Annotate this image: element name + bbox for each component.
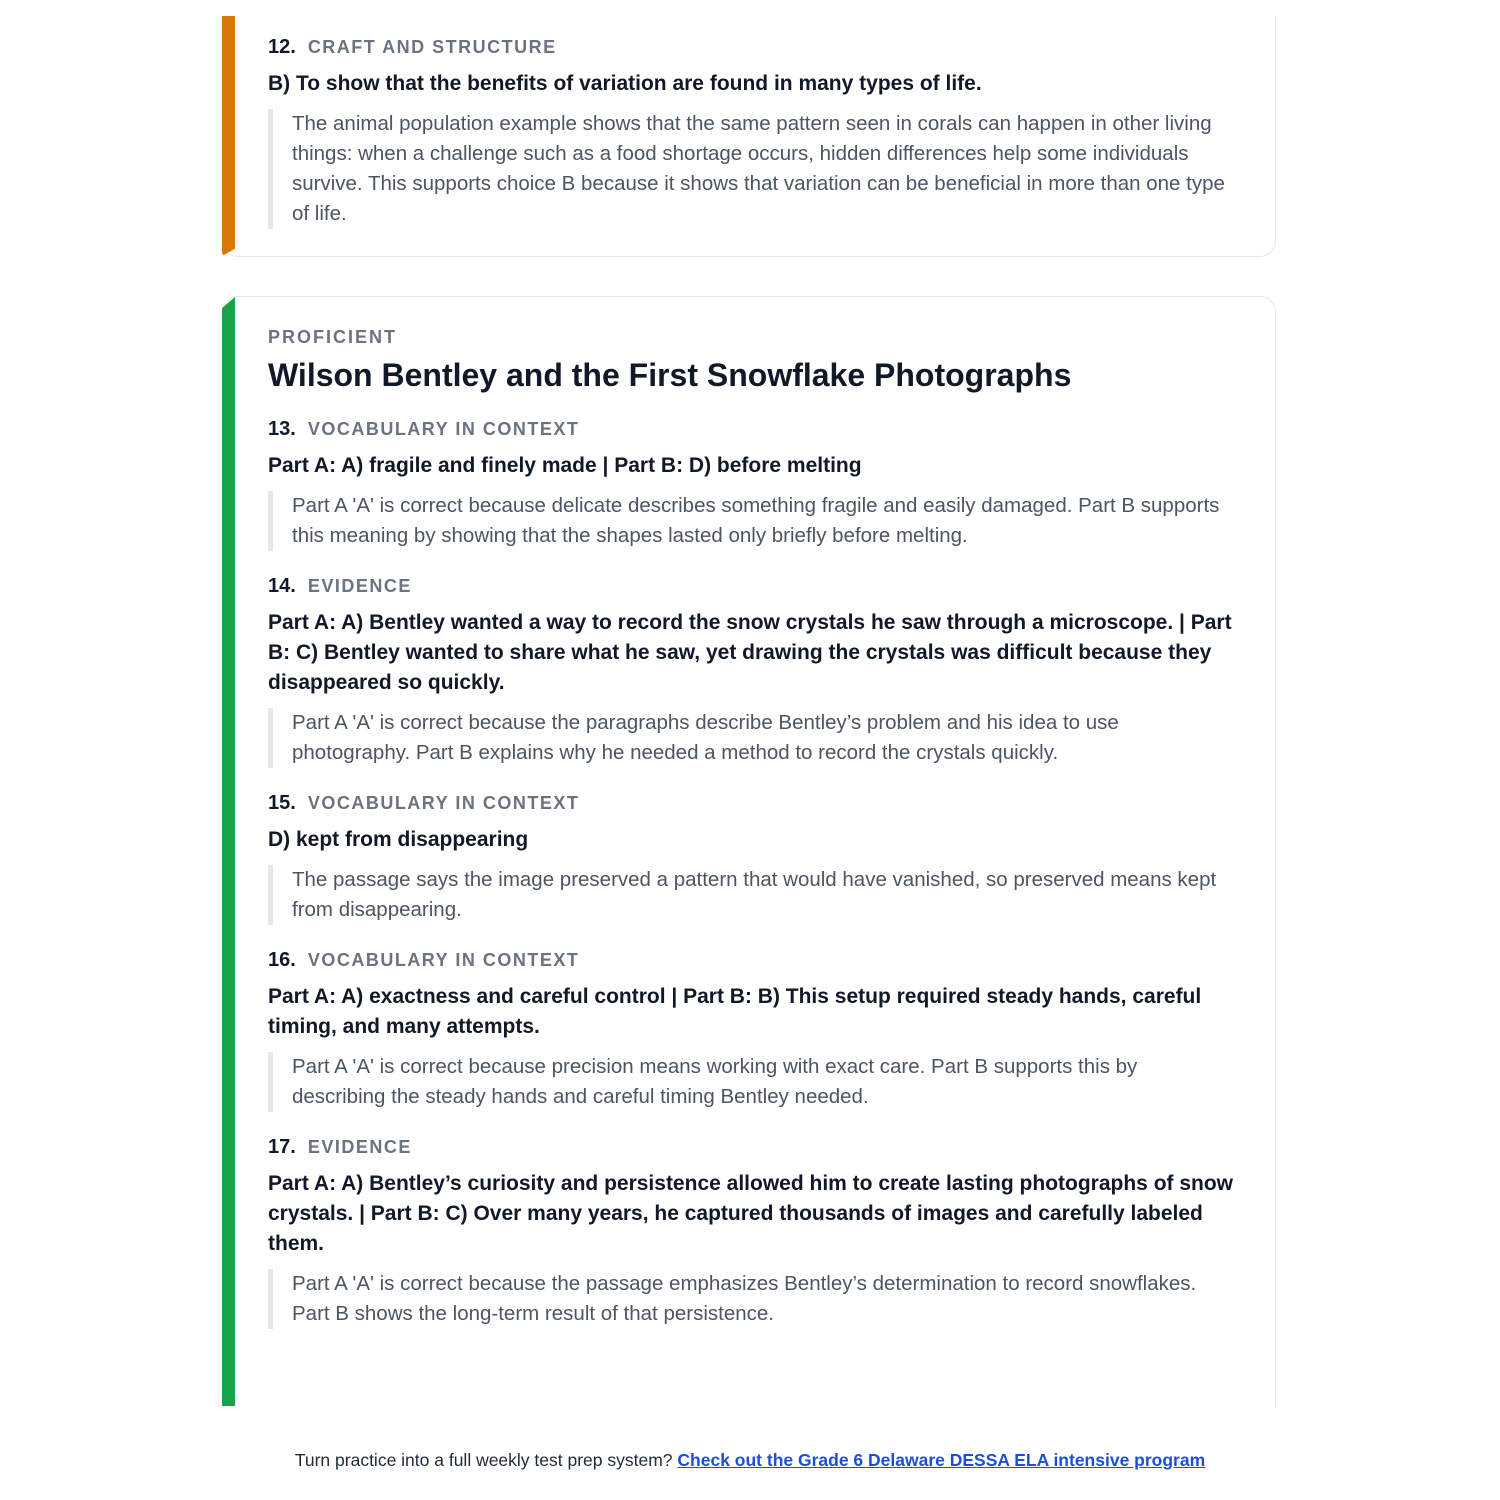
question-category: CRAFT AND STRUCTURE <box>307 37 557 57</box>
question-answer: Part A: A) Bentley’s curiosity and persistence allowed him to create lasting photographs of snow crystals. | Part B: C) Over many years, he captured thousands of images and carefully labeled them. <box>268 1172 1234 1256</box>
question-category: EVIDENCE <box>307 576 412 597</box>
question-number: 14. <box>268 575 296 598</box>
question-17 <box>268 1136 1235 1329</box>
question-12 <box>268 36 1235 229</box>
program-link[interactable]: Check out the Grade 6 Delaware DESSA ELA intensive program <box>677 1450 1206 1470</box>
question-number: 16. <box>268 949 296 972</box>
question-category: VOCABULARY IN CONTEXT <box>307 793 580 814</box>
answer-card-craft-structure <box>222 16 1276 257</box>
question-category: VOCABULARY IN CONTEXT <box>307 950 580 971</box>
question-number: 13. <box>268 418 296 441</box>
question-number: 12. <box>268 36 296 58</box>
question-number: 17. <box>268 1136 296 1159</box>
question-explanation: Part A 'A' is correct because the paragraphs describe Bentley’s problem and his idea to use photography. Part B explains why he needed a method to record the crystals quickly. <box>268 708 1235 768</box>
question-explanation: The animal population example shows that the same pattern seen in corals can happen in other living things: when a challenge such as a food shortage occurs, hidden differences help some individuals survive. This supports choice B because it shows that variation can be beneficial in more than one type of life. <box>268 109 1235 229</box>
card-accent-bar <box>222 16 235 256</box>
footer-promo <box>0 1450 1500 1471</box>
question-explanation: Part A 'A' is correct because delicate describes something fragile and easily damaged. Part B supports this meaning by showing that the shapes lasted only briefly before melting. <box>268 491 1235 551</box>
question-answer: Part A: A) exactness and careful control | Part B: B) This setup required steady hands, careful timing, and many attempts. <box>268 985 1202 1039</box>
question-answer: B) To show that the benefits of variation are found in many types of life. <box>268 72 982 95</box>
passage-title: Wilson Bentley and the First Snowflake Photographs <box>268 357 1072 393</box>
question-15 <box>268 792 1235 925</box>
question-16 <box>268 949 1235 1112</box>
question-answer: D) kept from disappearing <box>268 828 529 852</box>
question-14 <box>268 575 1235 768</box>
card-accent-bar <box>222 297 235 1406</box>
question-number: 15. <box>268 792 296 815</box>
question-answer: Part A: A) Bentley wanted a way to record the snow crystals he saw through a microscope. | Part B: C) Bentley wanted to share what he saw, yet drawing the crystals was difficult because they disappeared so quickly. <box>268 611 1232 695</box>
level-label: PROFICIENT <box>268 327 398 347</box>
question-explanation: Part A 'A' is correct because precision means working with exact care. Part B supports this by describing the steady hands and careful timing Bentley needed. <box>268 1052 1235 1112</box>
question-explanation: The passage says the image preserved a pattern that would have vanished, so preserved means kept from disappearing. <box>268 865 1235 925</box>
question-category: EVIDENCE <box>307 1137 412 1158</box>
question-answer: Part A: A) fragile and finely made | Part B: D) before melting <box>268 454 862 478</box>
question-13 <box>268 418 1235 551</box>
footer-text: Turn practice into a full weekly test prep system? <box>294 1450 678 1470</box>
question-explanation: Part A 'A' is correct because the passage emphasizes Bentley’s determination to record snowflakes. Part B shows the long-term result of that persistence. <box>268 1269 1235 1329</box>
question-category: VOCABULARY IN CONTEXT <box>307 419 580 440</box>
answer-card-proficient <box>222 296 1276 1406</box>
